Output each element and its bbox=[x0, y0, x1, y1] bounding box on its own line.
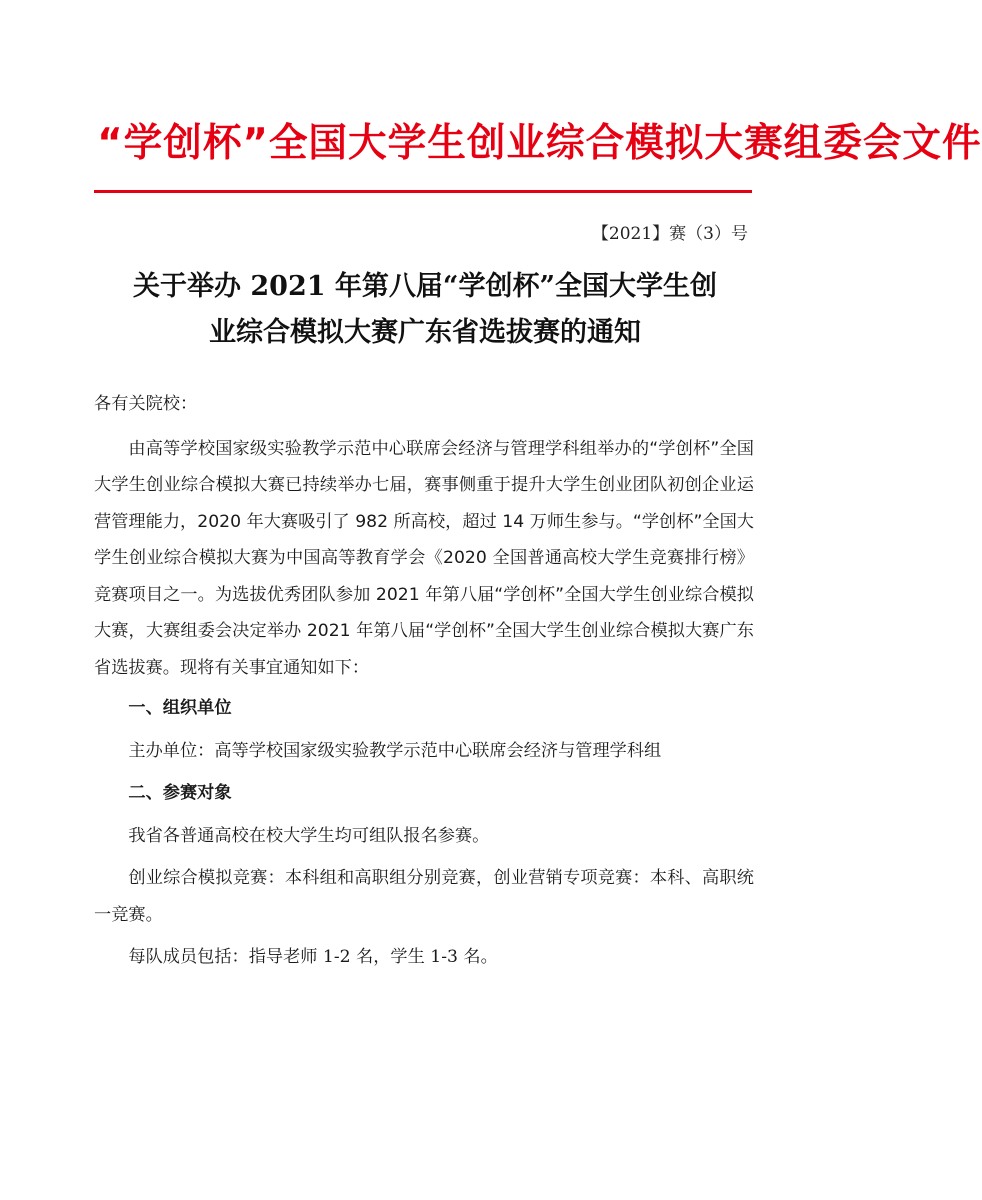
section-heading-participants: 二、参赛对象 bbox=[128, 783, 232, 803]
participants-team-composition: 每队成员包括：指导老师 1-2 名，学生 1-3 名。 bbox=[128, 947, 498, 967]
intro-paragraph: 由高等学校国家级实验教学示范中心联席会经济与管理学科组举办的“学创杯”全国大学生创业综合模拟大赛已持续举办七届，赛事侧重于提升大学生创业团队初创企业运营管理能力，2020 年大赛吸引了 982 所高校，超过 14 万师生参与。“学创杯”全国大学生创业综合模拟大赛为中国高等教育学会《2020 全国普通高校大学生竞赛排行榜》竞赛项目之一。为选拔优秀团队参加 2021 年第八届“学创杯”全国大学生创业综合模拟大赛，大赛组委会决定举办 2021 年第八届“学创杯”全国大学生创业综合模拟大赛广东省选拔赛。现将有关事宜通知如下： bbox=[94, 438, 754, 678]
participants-eligibility: 我省各普通高校在校大学生均可组队报名参赛。 bbox=[128, 825, 490, 846]
section-organizer-text: 主办单位：高等学校国家级实验教学示范中心联席会经济与管理学科组 bbox=[128, 740, 662, 761]
notice-title-line-1: 关于举办 2021 年第八届“学创杯”全国大学生创 bbox=[132, 271, 717, 302]
notice-body bbox=[94, 386, 754, 976]
salutation: 各有关院校： bbox=[94, 394, 198, 414]
notice-title-line-2: 业综合模拟大赛广东省选拔赛的通知 bbox=[209, 317, 641, 348]
document-number: 【2021】赛（3）号 bbox=[591, 224, 748, 244]
participants-competition-groups: 创业综合模拟竞赛：本科组和高职组分别竞赛，创业营销专项竞赛：本科、高职统一竞赛。 bbox=[94, 868, 754, 925]
organization-header: “学创杯”全国大学生创业综合模拟大赛组委会文件 bbox=[97, 121, 982, 166]
notice-title bbox=[90, 264, 760, 356]
section-heading-organizer: 一、组织单位 bbox=[128, 698, 232, 718]
red-divider-line bbox=[94, 190, 752, 193]
